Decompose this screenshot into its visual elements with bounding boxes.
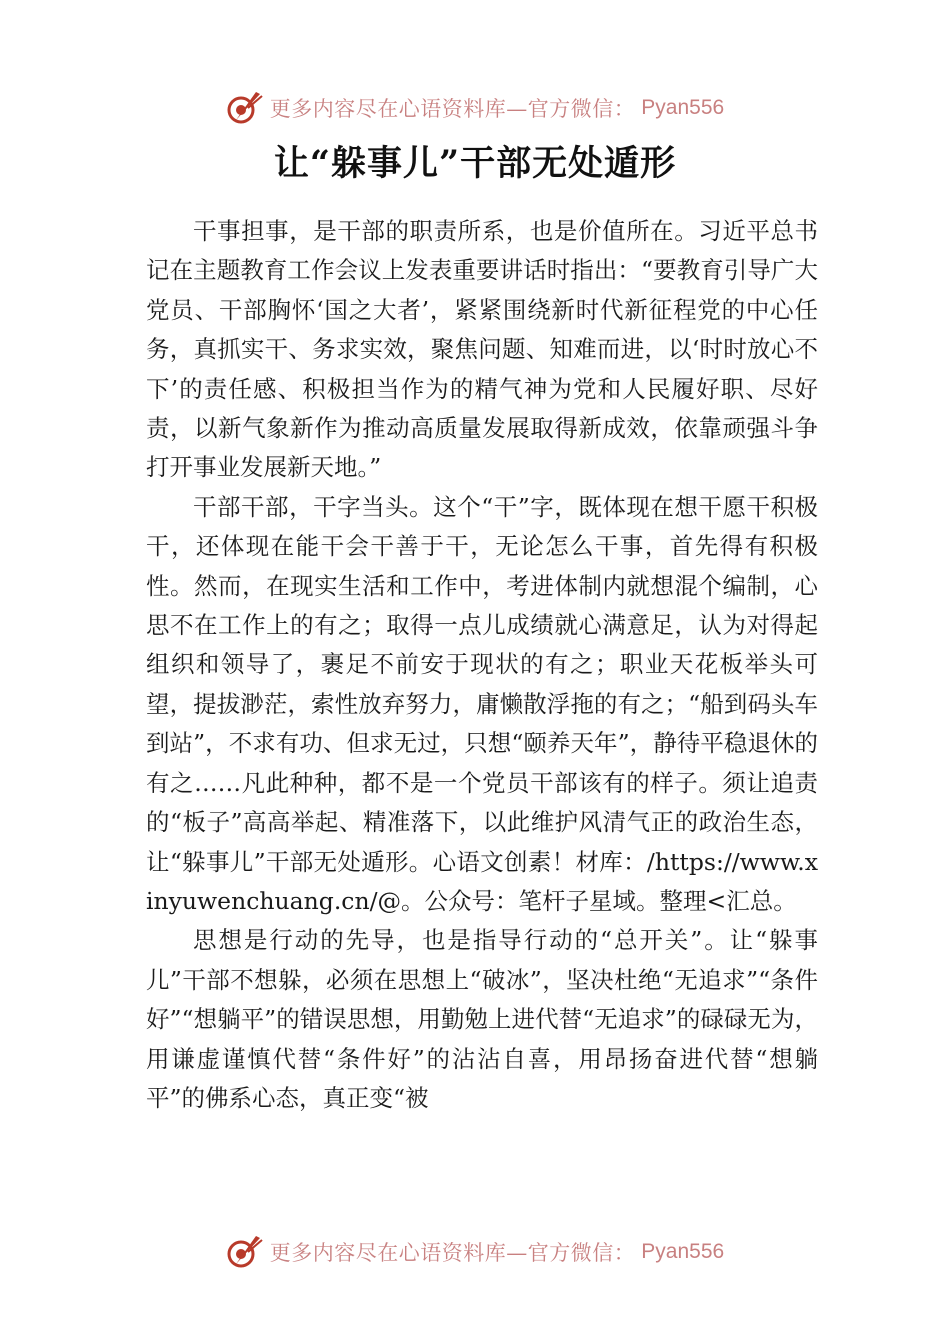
paragraph-2: 干部干部，干字当头。这个“干”字，既体现在想干愿干积极干，还体现在能干会干善于干，无论怎么干事，首先得有积极性。然而，在现实生活和工作中，考进体制内就想混个编制，心思不在工作上的有之；取得一点儿成绩就心满意足，认为对得起组织和领导了，裹足不前安于现状的有之；职业天花板举头可望，提拔渺茫，索性放弃努力，庸懒散浮拖的有之；“船到码头车到站”，不求有功、但求无过，只想“颐养天年”，静待平稳退休的有之……凡此种种，都不是一个党员干部该有的样子。须让追责的“板子”高高举起、精准落下，以此维护风清气正的政治生态，让“躲事儿”干部无处遁形。心语文创素！材库：/https://www.xinyuwenchuang.cn/@。公众号：笔杆子星域。整理<汇总。	[146, 492, 818, 915]
header-watermark-inner	[226, 90, 724, 126]
quill-logo-icon	[226, 1234, 264, 1270]
footer-watermark	[0, 1232, 950, 1272]
quill-logo-icon	[226, 90, 264, 126]
document-body	[146, 212, 818, 1118]
paragraph-3: 思想是行动的先导，也是指导行动的“总开关”。让“躲事儿”干部不想躲，必须在思想上“破冰”，坚决杜绝“无追求”“条件好”“想躺平”的错误思想，用勤勉上进代替“无追求”的碌碌无为，用谦虚谨慎代替“条件好”的沾沾自喜，用昂扬奋进代替“想躺平”的佛系心态，真正变“被	[146, 926, 818, 1112]
header-watermark-id: Pyan556	[641, 96, 725, 119]
footer-watermark-text: 更多内容尽在心语资料库—官方微信：	[269, 1241, 636, 1265]
footer-watermark-id: Pyan556	[641, 1240, 725, 1263]
paragraph-1: 干事担事，是干部的职责所系，也是价值所在。习近平总书记在主题教育工作会议上发表重要讲话时指出：“要教育引导广大党员、干部胸怀‘国之大者’，紧紧围绕新时代新征程党的中心任务，真抓实干、务求实效，聚焦问题、知难而进，以‘时时放心不下’的责任感、积极担当作为的精气神为党和人民履好职、尽好责，以新气象新作为推动高质量发展取得新成效，依靠顽强斗争打开事业发展新天地。”	[146, 217, 818, 482]
footer-watermark-inner	[226, 1234, 724, 1270]
header-watermark-text: 更多内容尽在心语资料库—官方微信：	[269, 97, 636, 121]
header-watermark	[0, 88, 950, 128]
document-title: 让“躲事儿”干部无处遁形	[273, 143, 677, 184]
